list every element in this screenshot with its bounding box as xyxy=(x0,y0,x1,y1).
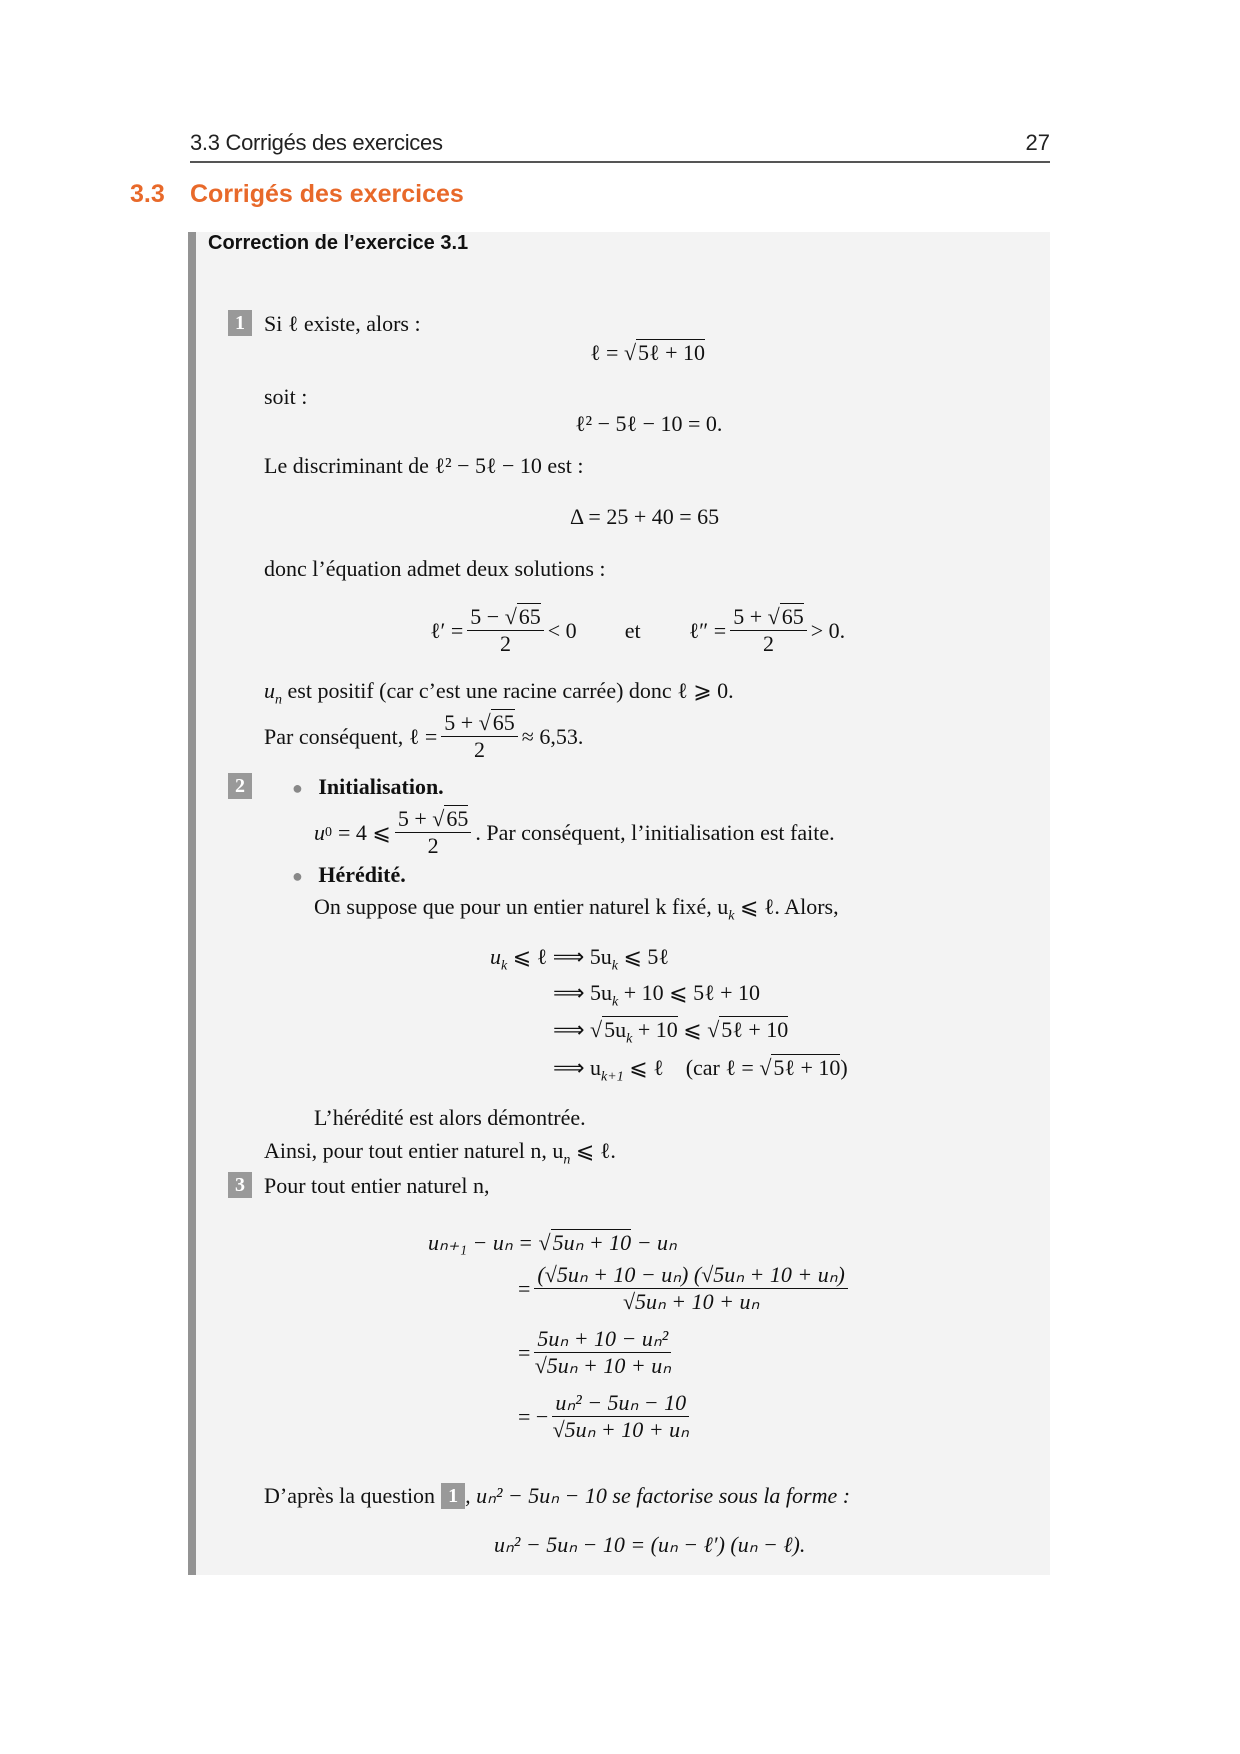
conseq-radicand: 65 xyxy=(492,710,515,735)
u-symbol: u xyxy=(314,819,325,845)
q1-delta: Δ = 25 + 40 = 65 xyxy=(570,504,720,529)
sol1-num: 5 − xyxy=(470,604,500,629)
line4-rad: 5ℓ + 10 xyxy=(773,1055,841,1080)
k-sub: k xyxy=(626,1031,633,1047)
sol1-fraction: $\frac{5 - √65}{2}$ xyxy=(467,604,544,657)
header-rule xyxy=(190,161,1050,163)
l3-eq: = xyxy=(518,1339,531,1365)
q3-line-1: uₙ₊₁ − uₙ = √5uₙ + 10 − uₙ xyxy=(428,1230,677,1255)
question-badge-1 xyxy=(228,310,252,336)
sol1-rhs: < 0 xyxy=(547,617,577,643)
q3-intro: Pour tout entier naturel n, xyxy=(264,1173,490,1198)
badge-text: 3 xyxy=(228,1172,252,1198)
et-text: et xyxy=(624,617,641,643)
positif-text: est positif (car c’est une racine carrée) donc ℓ ⩾ 0. xyxy=(287,678,734,703)
bullet-icon: ● xyxy=(292,778,303,798)
q3-line-4 xyxy=(518,1390,693,1443)
sol1-lhs: ℓ′ = xyxy=(430,617,464,643)
line2-b: + 10 ⩽ 5ℓ + 10 xyxy=(623,980,761,1005)
q3-line-3 xyxy=(518,1326,675,1379)
init-conclusion: . Par conséquent, l’initialisation est faite. xyxy=(475,819,835,845)
l3-fraction xyxy=(534,1326,671,1379)
init-num: 5 + xyxy=(397,806,427,831)
hered-conclusion: L’hérédité est alors démontrée. xyxy=(314,1105,586,1130)
l4-fraction xyxy=(552,1390,689,1443)
k-sub: k xyxy=(612,994,619,1010)
l1-rest: − uₙ xyxy=(636,1230,677,1255)
sol2-fraction: $\frac{5 + √65}{2}$ xyxy=(730,604,807,657)
init-title: Initialisation. xyxy=(318,774,444,799)
q1-eq1: ℓ = √5ℓ + 10 xyxy=(590,340,705,365)
u-symbol: u xyxy=(264,678,275,703)
init-heading xyxy=(292,774,444,800)
init-ineq: = 4 ⩽ xyxy=(338,819,391,845)
sol2-num: 5 + xyxy=(733,604,763,629)
k-sub: k xyxy=(728,908,735,924)
hered-line-1 xyxy=(490,944,669,974)
q1-intro: Si ℓ existe, alors : xyxy=(264,311,421,336)
line1-mid: ⩽ ℓ ⟹ 5u xyxy=(512,944,612,969)
init-line xyxy=(314,806,835,859)
hered-line-2 xyxy=(553,980,760,1010)
line1-end: ⩽ 5ℓ xyxy=(623,944,669,969)
ainsi-text: Ainsi, pour tout entier naturel n, u xyxy=(264,1138,564,1163)
ainsi-end: ⩽ ℓ. xyxy=(575,1138,616,1163)
conseq-approx: ≈ 6,53. xyxy=(521,723,584,749)
section-number: 3.3 xyxy=(130,180,165,208)
init-fraction: $\frac{5 + √65}{2}$ xyxy=(395,806,472,859)
conseq-text: Par conséquent, ℓ = xyxy=(264,723,438,749)
sol1-den: 2 xyxy=(500,631,512,656)
q1-discr-text: Le discriminant de ℓ² − 5ℓ − 10 est : xyxy=(264,453,584,478)
eq1-lhs: ℓ = xyxy=(590,340,619,365)
sol2-den: 2 xyxy=(762,631,774,656)
u-symbol: u xyxy=(490,944,501,969)
q1-eq2: ℓ² − 5ℓ − 10 = 0. xyxy=(575,411,723,436)
badge-text: 1 xyxy=(228,310,252,336)
line2-a: ⟹ 5u xyxy=(553,980,613,1005)
l2-fraction xyxy=(534,1262,847,1315)
line3-rad1b: + 10 xyxy=(637,1017,678,1042)
question-badge-2 xyxy=(228,773,252,799)
line4-b: ⩽ ℓ (car ℓ = xyxy=(629,1055,754,1080)
correction-title: Correction de l’exercice 3.1 xyxy=(208,232,469,254)
l1-lhs: uₙ₊₁ − uₙ = xyxy=(428,1230,533,1255)
hered-sentence-end: ⩽ ℓ. Alors, xyxy=(739,894,839,919)
line3-mid: ⩽ xyxy=(683,1017,702,1042)
hered-text xyxy=(314,894,839,924)
dapres-text: D’après la question xyxy=(264,1483,436,1508)
l4-num: uₙ² − 5uₙ − 10 xyxy=(552,1390,689,1417)
q1-positif xyxy=(264,678,734,708)
q3-line-2 xyxy=(518,1262,852,1315)
hered-sentence: On suppose que pour un entier naturel k fixé, u xyxy=(314,894,729,919)
conseq-num: 5 + xyxy=(444,710,474,735)
u-sub: n xyxy=(275,692,282,708)
dapres-line xyxy=(264,1483,850,1509)
l3-den: √5uₙ + 10 + uₙ xyxy=(534,1353,671,1378)
l2-num: (√5uₙ + 10 − uₙ) (√5uₙ + 10 + uₙ) xyxy=(534,1262,847,1289)
hered-line-3: ⟹ $√5u_k + 10$ ⩽ √5ℓ + 10 xyxy=(553,1017,789,1047)
hered-heading xyxy=(292,862,406,888)
l2-eq: = xyxy=(518,1275,531,1301)
page-number: 27 xyxy=(1025,130,1050,155)
hered-title: Hérédité. xyxy=(318,862,406,887)
sol2-lhs: ℓ″ = xyxy=(688,617,727,643)
line4-c: ) xyxy=(840,1055,848,1080)
running-title: 3.3 Corrigés des exercices xyxy=(190,130,443,155)
sol2-radicand: 65 xyxy=(781,604,804,629)
sol2-rhs: > 0. xyxy=(810,617,846,643)
sol1-radicand: 65 xyxy=(518,604,541,629)
ainsi-line xyxy=(264,1138,616,1168)
l4-eq: = − xyxy=(518,1403,549,1429)
factor-eq: uₙ² − 5uₙ − 10 = (uₙ − ℓ′) (uₙ − ℓ). xyxy=(494,1532,806,1557)
section-title: Corrigés des exercices xyxy=(190,180,464,208)
q1-conseq xyxy=(264,710,583,763)
line3-rad2: 5ℓ + 10 xyxy=(721,1017,789,1042)
question-ref-badge: 1 xyxy=(441,1483,465,1509)
line3-rad1: 5u xyxy=(604,1017,627,1042)
question-badge-3 xyxy=(228,1172,252,1198)
line3-a: ⟹ xyxy=(553,1017,585,1042)
bullet-icon: ● xyxy=(292,866,303,886)
conseq-fraction: $\frac{5 + √65}{2}$ xyxy=(441,710,518,763)
hered-line-4: ⟹ $u_{k+1}$ ⩽ ℓ (car ℓ = √5ℓ + 10) xyxy=(553,1055,848,1085)
init-den: 2 xyxy=(427,833,439,858)
line4-a: ⟹ u xyxy=(553,1055,602,1080)
badge-text: 2 xyxy=(228,773,252,799)
l2-den: √5uₙ + 10 + uₙ xyxy=(622,1289,760,1314)
k-sub: k xyxy=(501,958,508,974)
init-radicand: 65 xyxy=(446,806,469,831)
l1-rad: 5uₙ + 10 xyxy=(552,1230,632,1255)
k1-sub: k+1 xyxy=(601,1069,624,1085)
q1-solutions xyxy=(430,604,845,657)
conseq-den: 2 xyxy=(474,737,485,762)
q1-soit: soit : xyxy=(264,384,308,409)
l4-den: √5uₙ + 10 + uₙ xyxy=(552,1417,689,1442)
n-sub: n xyxy=(563,1152,571,1168)
k-sub: k xyxy=(611,958,618,974)
l3-num: 5uₙ + 10 − uₙ² xyxy=(534,1326,671,1353)
correction-box-bar xyxy=(188,232,196,1575)
u-sub: 0 xyxy=(325,824,332,840)
eq1-radicand: 5ℓ + 10 xyxy=(638,340,705,365)
q1-donc: donc l’équation admet deux solutions : xyxy=(264,556,606,581)
dapres-rest: , uₙ² − 5uₙ − 10 se factorise sous la forme : xyxy=(465,1483,851,1508)
